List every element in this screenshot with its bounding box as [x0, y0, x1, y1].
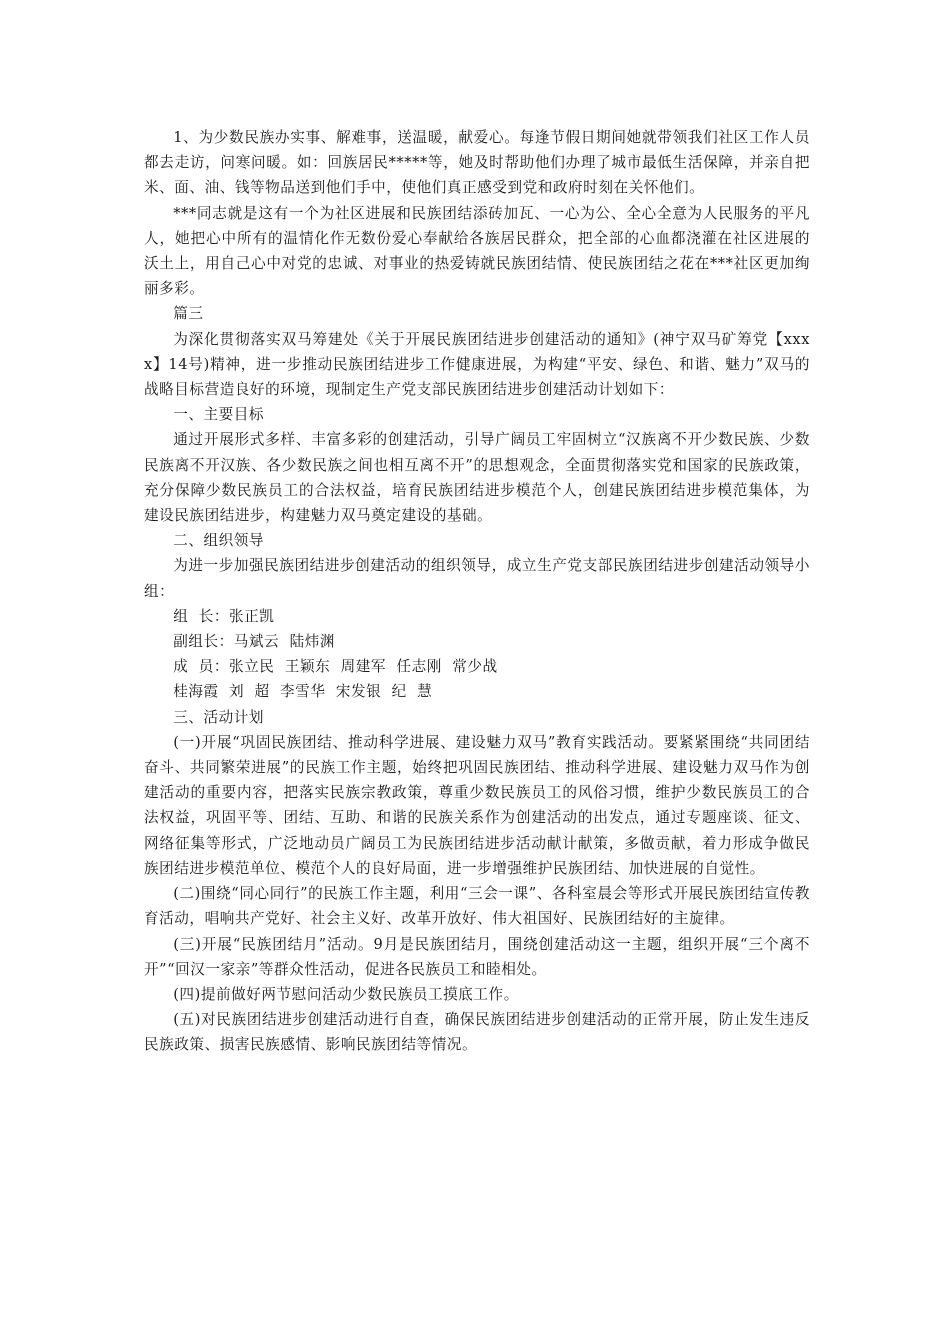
paragraph-plan-three: (三)开展“民族团结月”活动。9月是民族团结月，围绕创建活动这一主题，组织开展“三个离不开”“回汉一家亲”等群众性活动，促进各民族员工和睦相处。	[144, 935, 810, 978]
leader-line: 组 长：张正凯	[173, 607, 275, 625]
paragraph-plan-two: (二)围绕“同心同行”的民族工作主题，利用“三会一课”、各科室晨会等形式开展民族团结宣传教育活动，唱响共产党好、社会主义好、改革开放好、伟大祖国好、民族团结好的主旋律。	[144, 885, 810, 928]
paragraph-plan-four: (四)提前做好两节慰问活动少数民族员工摸底工作。	[173, 985, 519, 1003]
paragraph-intro: 为深化贯彻落实双马筹建处《关于开展民族团结进步创建活动的通知》(神宁双马矿筹党【xxxx】14号)精神，进一步推动民族团结进步工作健康进展，为构建“平安、绿色、和谐、魅力”双马的战略目标营造良好的环境，现制定生产党支部民族团结进步创建活动计划如下：	[144, 330, 810, 399]
members-line-continued: 桂海霞 刘 超 李雪华 宋发银 纪 慧	[173, 683, 433, 701]
heading-main-goals: 一、主要目标	[173, 406, 265, 424]
paragraph-comrade-summary: ***同志就是这有一个为社区进展和民族团结添砖加瓦、一心为公、全心全意为人民服务的平凡人，她把心中所有的温情化作无数份爱心奉献给各族居民群众，把全部的心血都浇灌在社区进展的沃土上，用自己心中对党的忠诚、对事业的热爱铸就民族团结情、使民族团结之花在***社区更加绚丽多彩。	[144, 204, 810, 298]
members-line: 成 员：张立民 王颖东 周建军 任志刚 常少战	[173, 658, 498, 676]
document-body	[144, 125, 810, 1058]
paragraph-help-minorities: 1、为少数民族办实事、解难事，送温暖，献爱心。每逢节假日期间她就带领我们社区工作人员都去走访，问寒问暖。如：回族居民*****等，她及时帮助他们办理了城市最低生活保障，并亲自把米、面、油、钱等物品送到他们手中，使他们真正感受到党和政府时刻在关怀他们。	[144, 129, 810, 197]
paragraph-plan-five: (五)对民族团结进步创建活动进行自查，确保民族团结进步创建活动的正常开展，防止发生违反民族政策、损害民族感情、影响民族团结等情况。	[144, 1011, 810, 1054]
paragraph-plan-one: (一)开展“巩固民族团结、推动科学进展、建设魅力双马”教育实践活动。要紧紧围绕“共同团结奋斗、共同繁荣进展”的民族工作主题，始终把巩固民族团结、推动科学进展、建设魅力双马作为创建活动的重要内容，把落实民族宗教政策，尊重少数民族员工的风俗习惯，维护少数民族员工的合法权益，巩固平等、团结、互助、和谐的民族关系作为创建活动的出发点，通过专题座谈、征文、网络征集等形式，广泛地动员广阔员工为民族团结进步活动献计献策，多做贡献，着力形成争做民族团结进步模范单位、模范个人的良好局面，进一步增强维护民族团结、加快进展的自觉性。	[144, 733, 810, 877]
heading-organization: 二、组织领导	[173, 532, 265, 550]
section-title-part-three: 篇三	[173, 305, 204, 323]
paragraph-organization: 为进一步加强民族团结进步创建活动的组织领导，成立生产党支部民族团结进步创建活动领导小组：	[144, 557, 810, 600]
deputy-leader-line: 副组长：马斌云 陆炜渊	[173, 633, 336, 651]
heading-activity-plan: 三、活动计划	[173, 708, 265, 726]
paragraph-main-goals: 通过开展形式多样、丰富多彩的创建活动，引导广阔员工牢固树立“汉族离不开少数民族、少数民族离不开汉族、各少数民族之间也相互离不开”的思想观念，全面贯彻落实党和国家的民族政策，充分保障少数民族员工的合法权益，培育民族团结进步模范个人，创建民族团结进步模范集体，为建设民族团结进步，构建魅力双马奠定建设的基础。	[144, 431, 810, 525]
